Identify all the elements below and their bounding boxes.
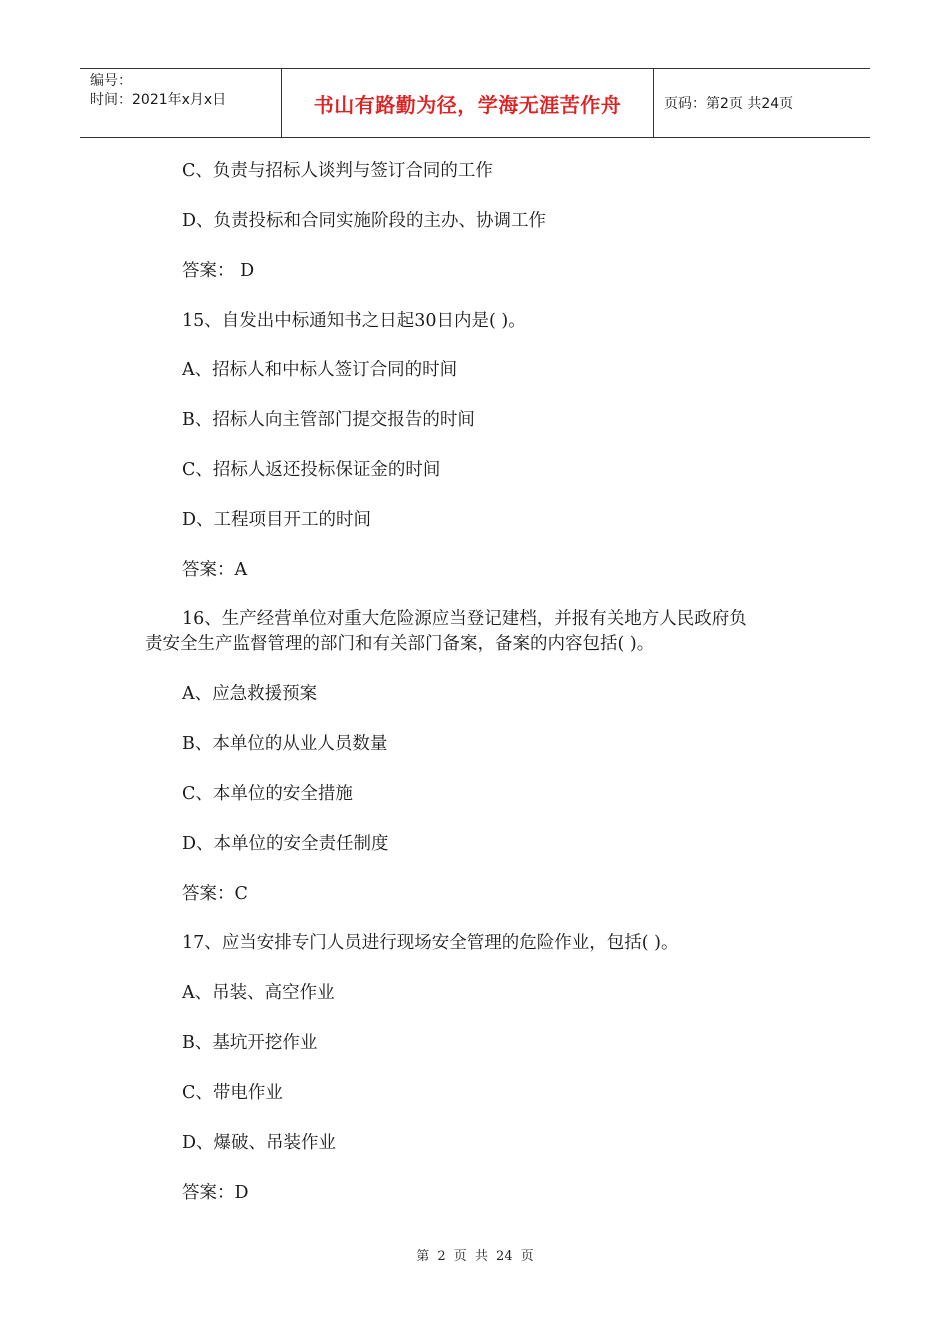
option-line: A、应急救援预案 [182, 684, 318, 704]
question-16 [145, 607, 825, 657]
page-footer: 第 2 页 共 24 页 [416, 1249, 534, 1264]
option-line: C、负责与招标人谈判与签订合同的工作 [182, 161, 493, 181]
answer-line: 答案：A [182, 560, 248, 580]
option-line: B、本单位的从业人员数量 [182, 734, 388, 754]
option-line: C、招标人返还投标保证金的时间 [182, 460, 441, 480]
header-meta [80, 69, 282, 137]
page-header [80, 68, 870, 138]
header-page-cell [654, 69, 870, 137]
question-line: 17、应当安排专门人员进行现场安全管理的危险作业，包括( )。 [182, 933, 679, 953]
option-line: D、工程项目开工的时间 [182, 510, 372, 530]
option-line: C、带电作业 [182, 1083, 283, 1103]
motto: 书山有路勤为径，学海无涯苦作舟 [313, 92, 622, 117]
option-line: D、爆破、吊装作业 [182, 1133, 337, 1153]
time-label: 时间：2021年x月x日 [90, 92, 227, 108]
question-16-line2: 责安全生产监督管理的部门和有关部门备案，备案的内容包括( )。 [145, 634, 655, 654]
option-line: A、招标人和中标人签订合同的时间 [182, 360, 458, 380]
option-line: A、吊装、高空作业 [182, 983, 335, 1003]
question-16-line1: 16、生产经营单位对重大危险源应当登记建档，并报有关地方人民政府负 [182, 609, 747, 629]
answer-line: 答案：D [182, 1183, 249, 1203]
number-label: 编号： [90, 73, 132, 89]
option-line: D、本单位的安全责任制度 [182, 834, 389, 854]
option-line: C、本单位的安全措施 [182, 784, 353, 804]
question-line: 15、自发出中标通知书之日起30日内是( )。 [182, 311, 526, 331]
answer-line: 答案： D [182, 261, 255, 281]
page-info: 页码：第2页 共24页 [664, 96, 794, 112]
option-line: B、基坑开挖作业 [182, 1033, 318, 1053]
header-motto-cell [282, 69, 654, 137]
option-line: D、负责投标和合同实施阶段的主办、协调工作 [182, 211, 547, 231]
answer-line: 答案：C [182, 884, 248, 904]
option-line: B、招标人向主管部门提交报告的时间 [182, 410, 475, 430]
